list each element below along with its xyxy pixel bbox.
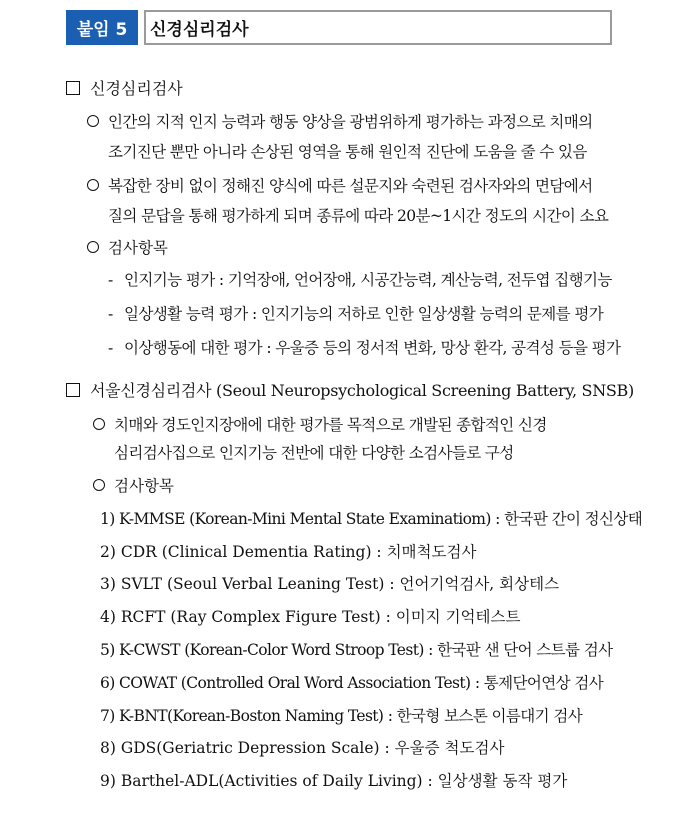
- document-header: [66, 10, 612, 45]
- test-item: 7) K-BNT(Korean-Boston Naming Test) : 한국형 보스톤 이름대기 검사: [100, 707, 583, 725]
- bullet-continuation: 심리검사집으로 인지기능 전반에 대한 다양한 소검사들로 구성: [114, 444, 514, 462]
- bullet-text: 인간의 지적 인지 능력과 행동 양상을 광범위하게 평가하는 과정으로 치매의: [108, 113, 593, 131]
- sub-item: [108, 302, 603, 324]
- bullet-text: 복잡한 장비 없이 정해진 양식에 따른 설문지와 숙련된 검사자와의 면담에서: [108, 177, 593, 195]
- test-item: 6) COWAT (Controlled Oral Word Association Test) : 통제단어연상 검사: [100, 674, 604, 692]
- section-heading-snsb: [66, 378, 634, 401]
- sub-item-text: 인지기능 평가 : 기억장애, 언어장애, 시공간능력, 계산능력, 전두엽 집행기능: [124, 271, 612, 289]
- test-item: 4) RCFT (Ray Complex Figure Test) : 이미지 기억테스트: [100, 608, 521, 626]
- dash-bullet: -: [108, 271, 113, 289]
- circle-bullet-icon: [93, 418, 105, 430]
- circle-bullet-icon: [87, 115, 99, 127]
- bullet-line: [87, 174, 593, 196]
- items-label: 검사항목: [108, 239, 168, 257]
- checkbox-square-icon: [66, 81, 80, 95]
- sub-item-text: 이상행동에 대한 평가 : 우울증 등의 정서적 변화, 망상 환각, 공격성 등을 평가: [124, 339, 621, 357]
- bullet-continuation: 조기진단 뿐만 아니라 손상된 영역을 통해 원인적 진단에 도움을 줄 수 있음: [108, 143, 587, 161]
- attachment-badge: 붙임 5: [66, 10, 138, 45]
- dash-bullet: -: [108, 339, 113, 357]
- section-heading-text: 신경심리검사: [90, 79, 183, 98]
- section-heading-text: 서울신경심리검사 (Seoul Neuropsychological Screening Battery, SNSB): [90, 381, 634, 400]
- test-item: 5) K-CWST (Korean-Color Word Stroop Test) : 한국판 샌 단어 스트룹 검사: [100, 641, 613, 659]
- test-item: 8) GDS(Geriatric Depression Scale) : 우울증 척도검사: [100, 739, 505, 757]
- bullet-text: 치매와 경도인지장애에 대한 평가를 목적으로 개발된 종합적인 신경: [114, 416, 547, 434]
- circle-bullet-icon: [87, 241, 99, 253]
- bullet-line: [93, 413, 547, 435]
- circle-bullet-icon: [87, 179, 99, 191]
- dash-bullet: -: [108, 305, 113, 323]
- sub-item: [108, 336, 620, 358]
- items-label: 검사항목: [114, 477, 174, 495]
- bullet-continuation: 질의 문답을 통해 평가하게 되며 종류에 따라 20분~1시간 정도의 시간이 소요: [108, 207, 609, 225]
- document-title: 신경심리검사: [144, 10, 612, 45]
- section-heading-neuropsych: [66, 76, 183, 99]
- bullet-line: [87, 110, 593, 132]
- test-item: 2) CDR (Clinical Dementia Rating) : 치매척도검사: [100, 543, 477, 561]
- sub-item: [108, 268, 612, 290]
- test-item: 9) Barthel-ADL(Activities of Daily Living) : 일상생활 동작 평가: [100, 772, 568, 790]
- checkbox-square-icon: [66, 383, 80, 397]
- test-item: 1) K-MMSE (Korean-Mini Mental State Examinatiom) : 한국판 간이 정신상태: [100, 510, 643, 528]
- items-label-line: [87, 236, 168, 258]
- test-item: 3) SVLT (Seoul Verbal Leaning Test) : 언어기억검사, 회상테스: [100, 575, 560, 593]
- circle-bullet-icon: [93, 479, 105, 491]
- sub-item-text: 일상생활 능력 평가 : 인지기능의 저하로 인한 일상생활 능력의 문제를 평가: [124, 305, 604, 323]
- items-label-line: [93, 474, 174, 496]
